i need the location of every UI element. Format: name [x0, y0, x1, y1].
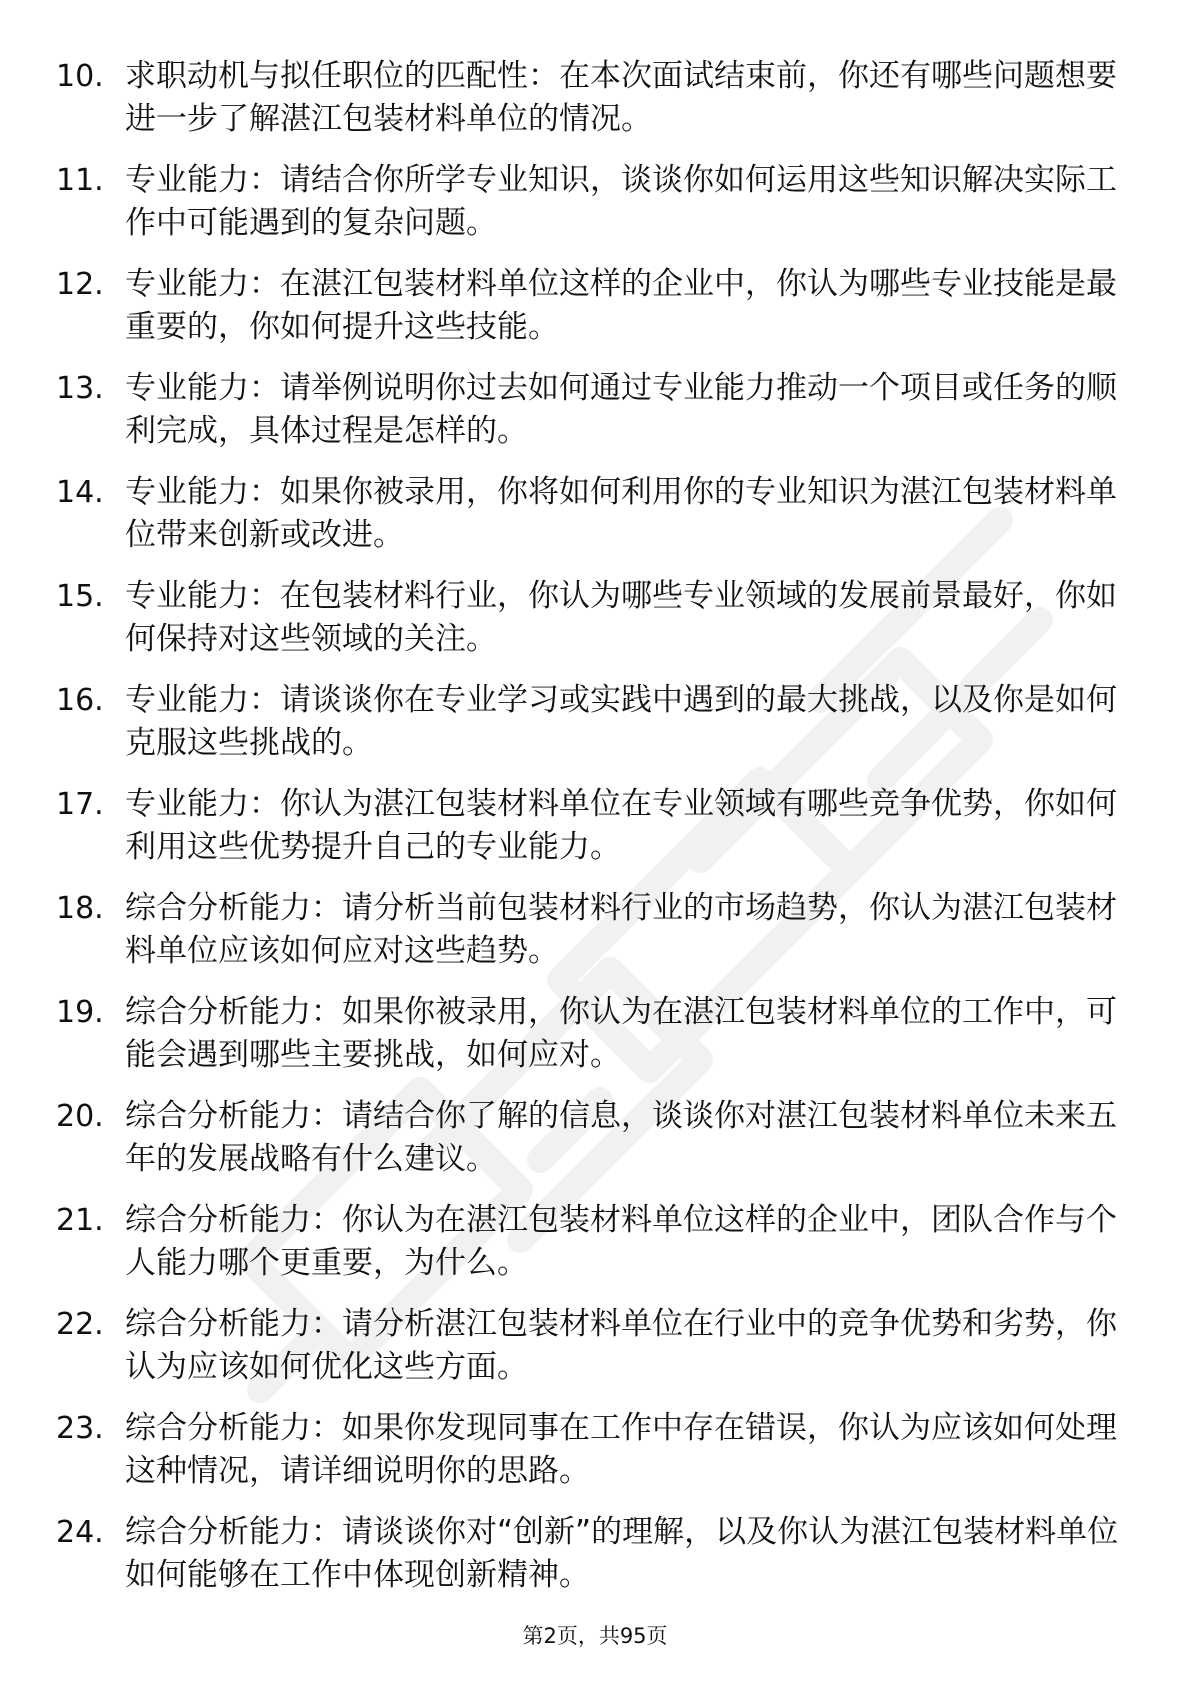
question-text: 专业能力：你认为湛江包装材料单位在专业领域有哪些竞争优势，你如何利用这些优势提升自己的专业能力。 — [125, 786, 1117, 865]
question-number: 22. — [56, 1307, 104, 1342]
question-item-22 — [56, 1303, 1116, 1407]
question-item-10 — [56, 55, 1116, 159]
question-text: 综合分析能力：请结合你了解的信息，谈谈你对湛江包装材料单位未来五年的发展战略有什么建议。 — [125, 1098, 1117, 1177]
question-number: 24. — [56, 1515, 104, 1550]
question-number: 19. — [56, 995, 104, 1030]
question-text: 专业能力：如果你被录用，你将如何利用你的专业知识为湛江包装材料单位带来创新或改进。 — [125, 474, 1117, 553]
question-number: 13. — [56, 371, 104, 406]
question-item-24 — [56, 1511, 1119, 1615]
question-text: 综合分析能力：请分析湛江包装材料单位在行业中的竞争优势和劣势，你认为应该如何优化这些方面。 — [125, 1306, 1117, 1385]
question-number: 15. — [56, 579, 104, 614]
question-item-14 — [56, 471, 1116, 575]
question-text: 综合分析能力：如果你发现同事在工作中存在错误，你认为应该如何处理这种情况，请详细说明你的思路。 — [125, 1410, 1117, 1489]
question-list — [56, 55, 1119, 1615]
question-number: 23. — [56, 1411, 104, 1446]
question-number: 12. — [56, 267, 104, 302]
question-item-21 — [56, 1199, 1116, 1303]
question-number: 16. — [56, 683, 104, 718]
question-text: 专业能力：请结合你所学专业知识，谈谈你如何运用这些知识解决实际工作中可能遇到的复杂问题。 — [125, 162, 1117, 241]
question-text: 综合分析能力：如果你被录用，你认为在湛江包装材料单位的工作中，可能会遇到哪些主要挑战，如何应对。 — [125, 994, 1117, 1073]
page-number-label: 第2页，共95页 — [522, 1624, 668, 1648]
question-number: 17. — [56, 787, 104, 822]
question-item-15 — [56, 575, 1116, 679]
question-number: 20. — [56, 1099, 104, 1134]
question-item-12 — [56, 263, 1116, 367]
question-number: 14. — [56, 475, 104, 510]
question-number: 18. — [56, 891, 104, 926]
question-text: 专业能力：请举例说明你过去如何通过专业能力推动一个项目或任务的顺利完成，具体过程是怎样的。 — [125, 370, 1117, 449]
question-item-18 — [56, 887, 1116, 991]
question-number: 10. — [56, 59, 104, 94]
question-number: 21. — [56, 1203, 104, 1238]
page-footer — [0, 1621, 1190, 1651]
question-text: 综合分析能力：你认为在湛江包装材料单位这样的企业中，团队合作与个人能力哪个更重要，为什么。 — [125, 1202, 1117, 1281]
question-item-23 — [56, 1407, 1116, 1511]
question-item-19 — [56, 991, 1116, 1095]
question-item-13 — [56, 367, 1116, 471]
question-text: 求职动机与拟任职位的匹配性：在本次面试结束前，你还有哪些问题想要进一步了解湛江包装材料单位的情况。 — [125, 58, 1117, 137]
question-number: 11. — [56, 163, 104, 198]
question-item-20 — [56, 1095, 1116, 1199]
question-text: 综合分析能力：请分析当前包装材料行业的市场趋势，你认为湛江包装材料单位应该如何应对这些趋势。 — [125, 890, 1117, 969]
question-item-16 — [56, 679, 1116, 783]
question-text: 综合分析能力：请谈谈你对“创新”的理解，以及你认为湛江包装材料单位如何能够在工作中体现创新精神。 — [125, 1514, 1119, 1593]
question-item-11 — [56, 159, 1116, 263]
question-text: 专业能力：在包装材料行业，你认为哪些专业领域的发展前景最好，你如何保持对这些领域的关注。 — [125, 578, 1117, 657]
question-text: 专业能力：在湛江包装材料单位这样的企业中，你认为哪些专业技能是最重要的，你如何提升这些技能。 — [125, 266, 1117, 345]
question-item-17 — [56, 783, 1116, 887]
question-text: 专业能力：请谈谈你在专业学习或实践中遇到的最大挑战，以及你是如何克服这些挑战的。 — [125, 682, 1117, 761]
